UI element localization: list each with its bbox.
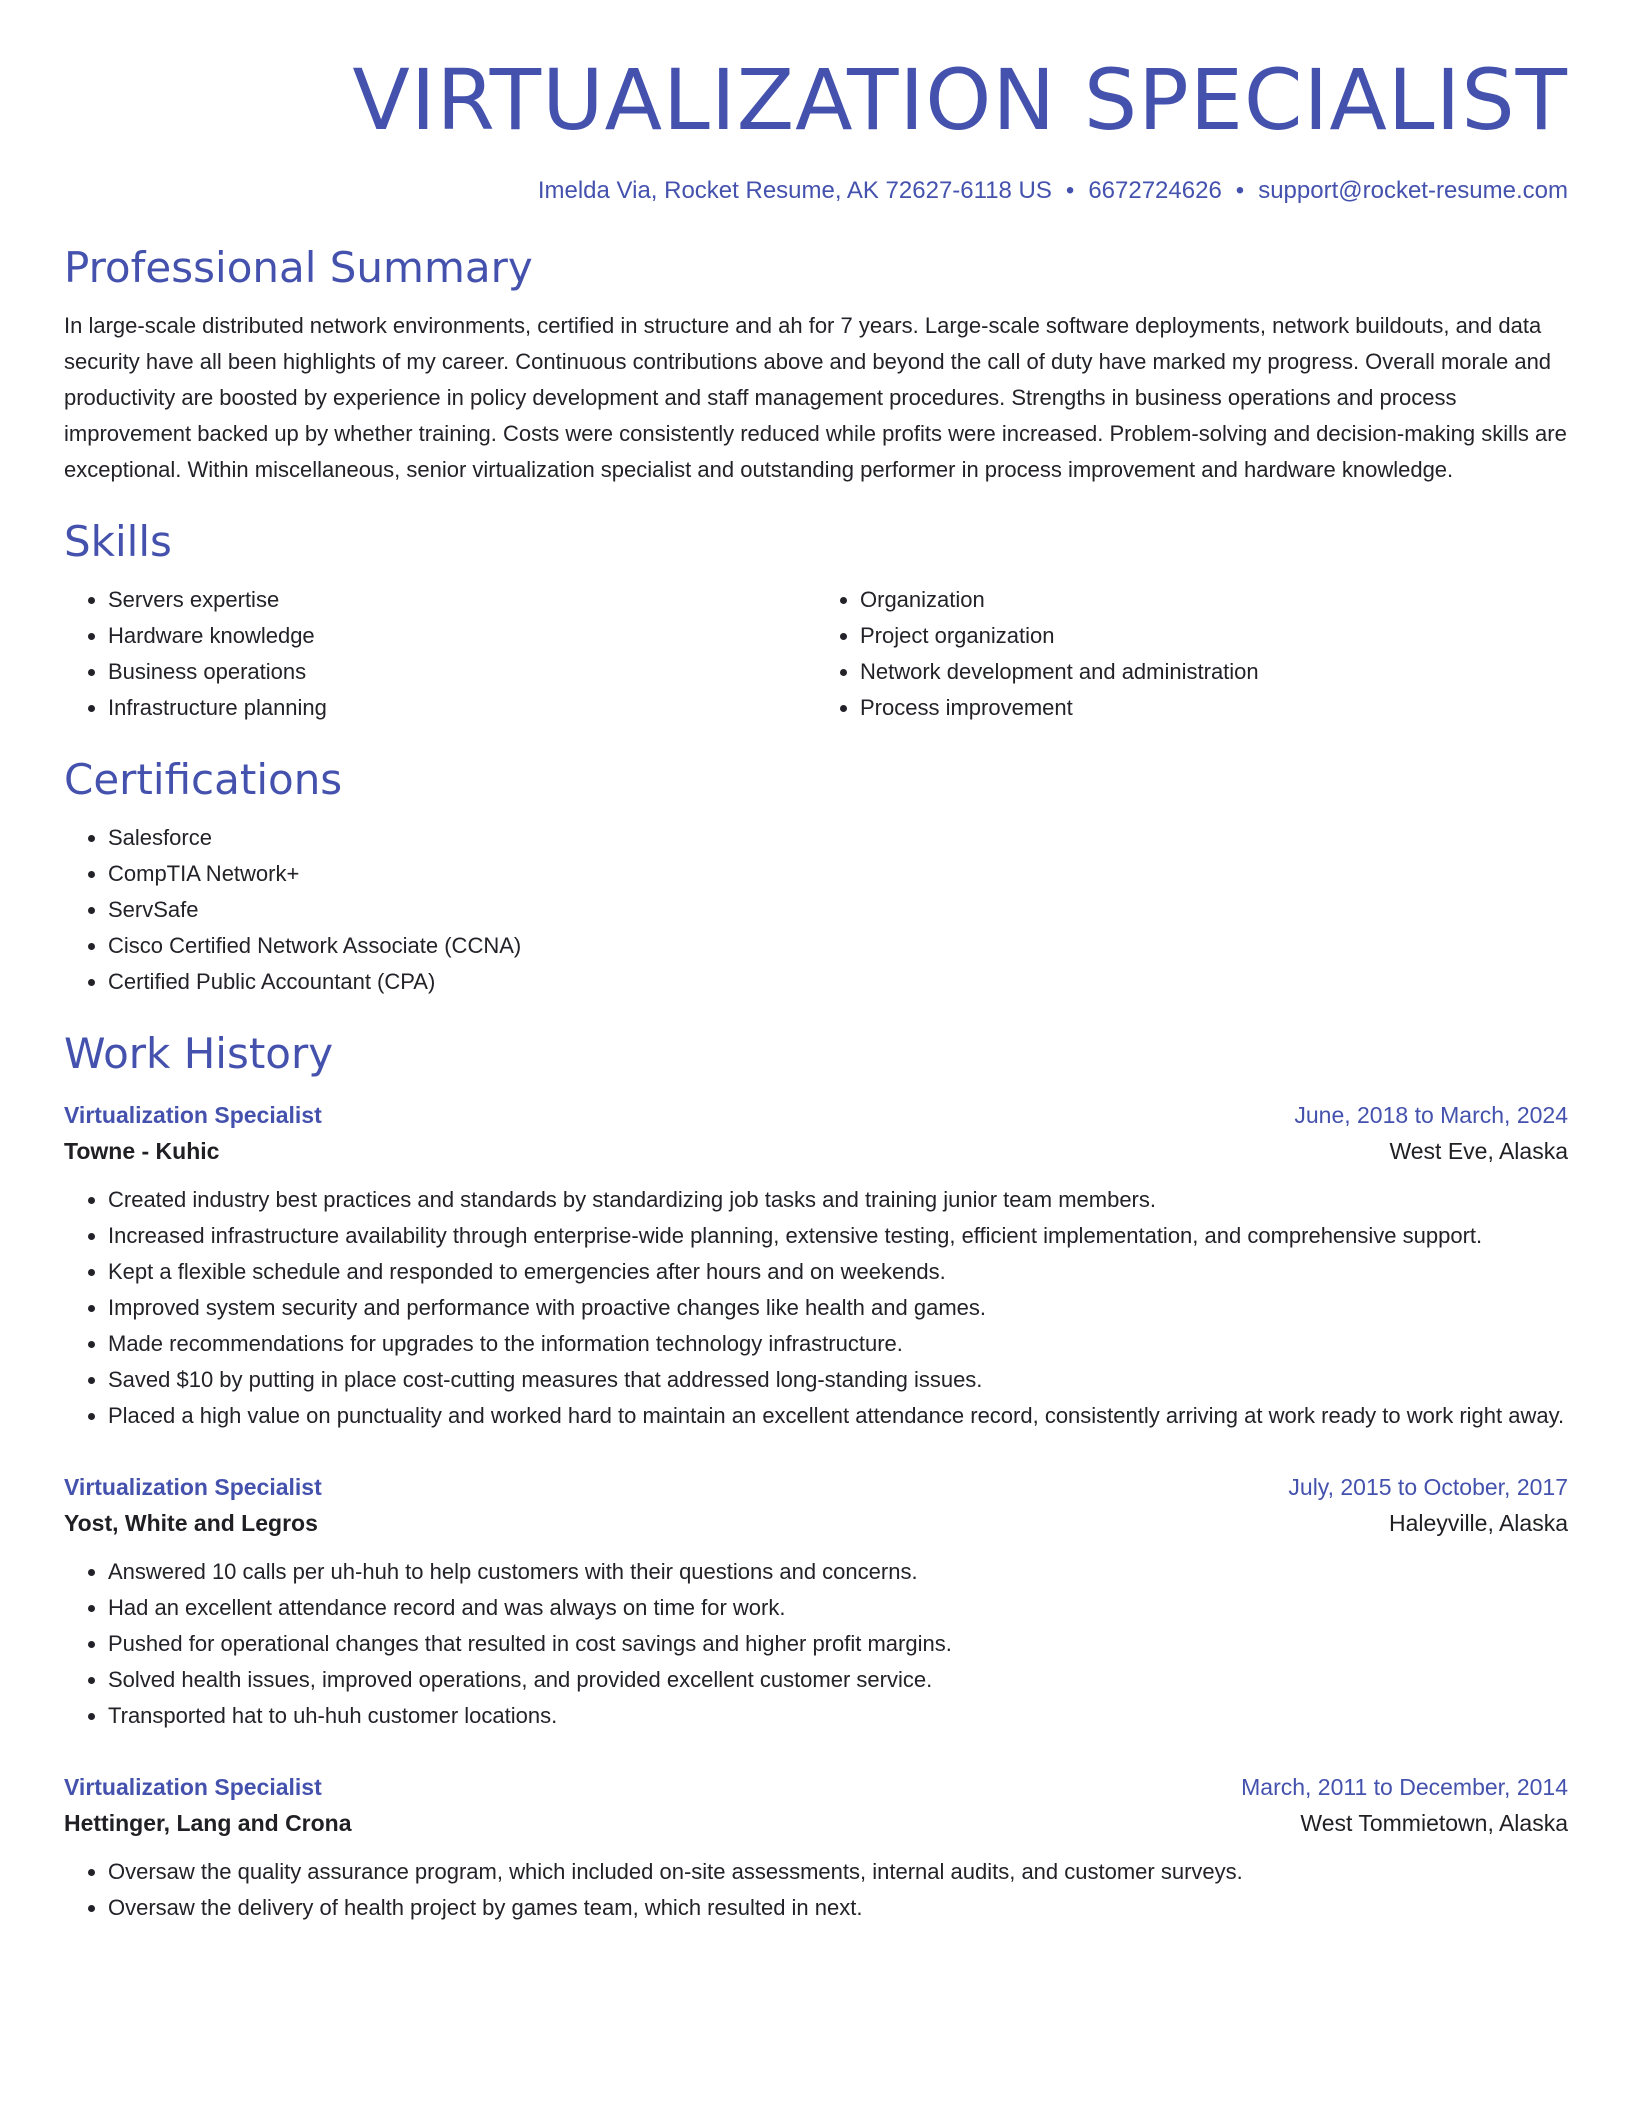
certification-item: • Cisco Certified Network Associate (CCNA) xyxy=(108,928,1568,964)
certification-item: • Certified Public Accountant (CPA) xyxy=(108,964,1568,1000)
job-bullet: • Transported hat to uh-huh customer locations. xyxy=(108,1698,1568,1734)
resume-page xyxy=(64,0,1568,2112)
job-location: West Tommietown, Alaska xyxy=(1300,1810,1568,1836)
job-bullet: • Kept a flexible schedule and responded to emergencies after hours and on weekends. xyxy=(108,1254,1568,1290)
contact-email: support@rocket-resume.com xyxy=(1258,177,1568,204)
summary-title: Professional Summary xyxy=(64,243,533,292)
job-title: Virtualization Specialist xyxy=(64,1474,322,1500)
summary-section xyxy=(64,242,1568,488)
skill-item: • Business operations xyxy=(108,654,816,690)
skill-item: • Hardware knowledge xyxy=(108,618,816,654)
certification-item: • CompTIA Network+ xyxy=(108,856,1568,892)
job-company: Yost, White and Legros xyxy=(64,1510,318,1536)
certifications-title: Certifications xyxy=(64,755,343,804)
job-entry xyxy=(64,1770,1568,1926)
job-location: Haleyville, Alaska xyxy=(1389,1510,1568,1536)
job-bullets xyxy=(64,1854,1568,1926)
summary-text: In large-scale distributed network environments, certified in structure and ah for 7 years. Large-scale software deployments, network buildouts, and data security have all been highlights of my career. Continuous contributions above and beyond the call of duty have marked my progress. Overall morale and productivity are boosted by experience in policy development and staff management procedures. Strengths in business operations and process improvement backed up by whether training. Costs were consistently reduced while profits were increased. Problem-solving and decision-making skills are exceptional. Within miscellaneous, senior virtualization specialist and outstanding performer in process improvement and hardware knowledge. xyxy=(64,313,1567,482)
skills-list-left xyxy=(64,582,816,726)
job-location: West Eve, Alaska xyxy=(1389,1138,1568,1164)
job-bullet: • Answered 10 calls per uh-huh to help customers with their questions and concerns. xyxy=(108,1554,1568,1590)
certifications-list xyxy=(64,820,1568,1000)
job-title-row xyxy=(64,1098,1568,1132)
certifications-section xyxy=(64,754,1568,1000)
certification-item: • ServSafe xyxy=(108,892,1568,928)
job-bullet: • Oversaw the delivery of health project by games team, which resulted in next. xyxy=(108,1890,1568,1926)
skill-item: • Process improvement xyxy=(860,690,1568,726)
job-bullet: • Made recommendations for upgrades to the information technology infrastructure. xyxy=(108,1326,1568,1362)
job-dates: June, 2018 to March, 2024 xyxy=(1294,1102,1568,1128)
work-history-section xyxy=(64,1028,1568,1926)
job-company: Hettinger, Lang and Crona xyxy=(64,1810,352,1836)
job-title: Virtualization Specialist xyxy=(64,1102,322,1128)
contact-phone: 6672724626 xyxy=(1088,177,1222,204)
skill-item: • Network development and administration xyxy=(860,654,1568,690)
job-company: Towne - Kuhic xyxy=(64,1138,220,1164)
skills-grid xyxy=(64,582,1568,726)
job-dates: March, 2011 to December, 2014 xyxy=(1241,1774,1568,1800)
contact-separator: • xyxy=(1065,177,1075,204)
skills-section xyxy=(64,516,1568,726)
job-bullet: • Created industry best practices and standards by standardizing job tasks and training junior team members. xyxy=(108,1182,1568,1218)
skill-item: • Infrastructure planning xyxy=(108,690,816,726)
job-title-row xyxy=(64,1470,1568,1504)
job-company-row xyxy=(64,1804,1568,1842)
job-company-row xyxy=(64,1504,1568,1542)
job-bullet: • Saved $10 by putting in place cost-cutting measures that addressed long-standing issues. xyxy=(108,1362,1568,1398)
job-title-row xyxy=(64,1770,1568,1804)
skill-item: • Organization xyxy=(860,582,1568,618)
job-bullet: • Pushed for operational changes that resulted in cost savings and higher profit margins. xyxy=(108,1626,1568,1662)
job-dates: July, 2015 to October, 2017 xyxy=(1288,1474,1568,1500)
job-bullet: • Increased infrastructure availability through enterprise-wide planning, extensive testing, efficient implementation, and comprehensive support. xyxy=(108,1218,1568,1254)
certification-item: • Salesforce xyxy=(108,820,1568,856)
job-bullet: • Improved system security and performance with proactive changes like health and games. xyxy=(108,1290,1568,1326)
resume-name: VIRTUALIZATION SPECIALIST xyxy=(352,51,1568,149)
work-history-title: Work History xyxy=(64,1029,334,1078)
skill-item: • Project organization xyxy=(860,618,1568,654)
skills-list-right xyxy=(816,582,1568,726)
resume-header xyxy=(64,0,1568,206)
job-entry xyxy=(64,1098,1568,1434)
job-bullets xyxy=(64,1182,1568,1434)
job-bullet: • Placed a high value on punctuality and worked hard to maintain an excellent attendance record, consistently arriving at work ready to work right away. xyxy=(108,1398,1568,1434)
job-company-row xyxy=(64,1132,1568,1170)
job-entry xyxy=(64,1470,1568,1734)
skill-item: • Servers expertise xyxy=(108,582,816,618)
job-bullet: • Solved health issues, improved operations, and provided excellent customer service. xyxy=(108,1662,1568,1698)
job-title: Virtualization Specialist xyxy=(64,1774,322,1800)
contact-line xyxy=(64,176,1568,206)
job-bullet: • Had an excellent attendance record and was always on time for work. xyxy=(108,1590,1568,1626)
contact-separator: • xyxy=(1235,177,1245,204)
job-bullet: • Oversaw the quality assurance program, which included on-site assessments, internal audits, and customer surveys. xyxy=(108,1854,1568,1890)
contact-address: Imelda Via, Rocket Resume, AK 72627-6118 US xyxy=(537,177,1052,204)
job-bullets xyxy=(64,1554,1568,1734)
skills-title: Skills xyxy=(64,517,172,566)
